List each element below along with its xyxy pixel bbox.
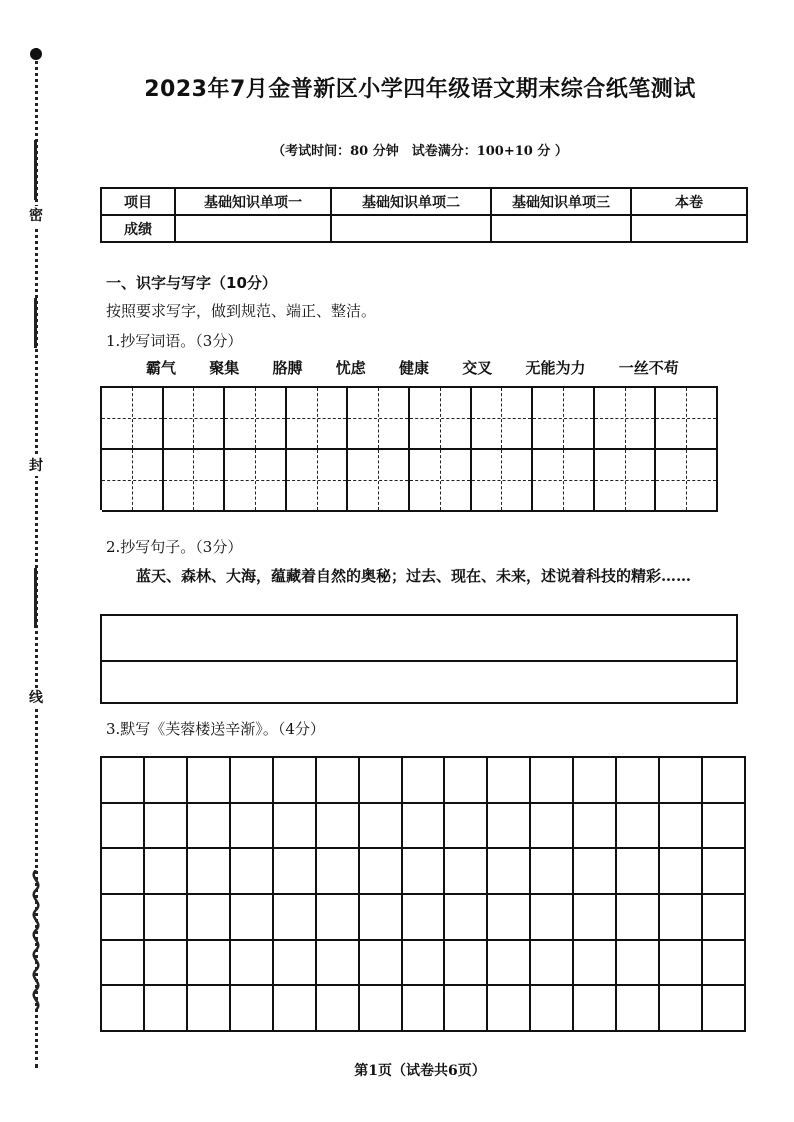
writing-square[interactable] [574,849,617,895]
writing-square[interactable] [145,758,188,804]
cell-guide-horizontal [348,418,408,419]
binding-wave-icon [28,870,44,1010]
writing-square[interactable] [445,849,488,895]
writing-square[interactable] [488,895,531,941]
writing-square[interactable] [660,895,703,941]
tianzige-cell[interactable] [225,450,287,512]
writing-square[interactable] [274,986,317,1032]
cell-guide-vertical [563,450,564,510]
score-entry-cell[interactable] [331,215,491,242]
cell-guide-horizontal [102,418,162,419]
word-item: 一丝不苟 [618,359,679,377]
writing-square[interactable] [617,758,660,804]
cell-guide-horizontal [164,418,224,419]
tianzige-cell[interactable] [287,450,349,512]
cell-guide-vertical [625,450,626,510]
binding-solid-segment [34,140,37,200]
writing-square[interactable] [145,941,188,987]
writing-square[interactable] [317,849,360,895]
writing-square[interactable] [574,804,617,850]
writing-square[interactable] [274,804,317,850]
cell-guide-vertical [440,450,441,510]
writing-square[interactable] [317,941,360,987]
tianzige-cell[interactable] [164,450,226,512]
writing-square[interactable] [703,986,746,1032]
writing-square[interactable] [660,758,703,804]
writing-square[interactable] [703,941,746,987]
binding-solid-segment [34,568,37,628]
tianzige-cell[interactable] [656,388,718,450]
binding-dot-icon [30,48,42,60]
writing-square[interactable] [617,849,660,895]
cell-guide-vertical [563,388,564,448]
score-table-score-row [101,215,747,242]
writing-square[interactable] [360,941,403,987]
tianzige-cell[interactable] [533,388,595,450]
score-table [100,187,748,243]
writing-square[interactable] [102,895,145,941]
writing-square[interactable] [403,895,446,941]
writing-square[interactable] [488,941,531,987]
cell-guide-horizontal [410,480,470,481]
writing-square[interactable] [403,804,446,850]
cell-guide-horizontal [472,418,532,419]
score-header-cell: 本卷 [631,188,747,215]
writing-square[interactable] [188,758,231,804]
writing-square[interactable] [102,758,145,804]
cell-guide-vertical [193,388,194,448]
writing-square[interactable] [317,804,360,850]
cell-guide-vertical [625,388,626,448]
copy-sentence: 蓝天、森林、大海，蕴藏着自然的奥秘；过去、现在、未来，述说着科技的精彩…… [136,567,692,585]
writing-square[interactable] [703,849,746,895]
cell-guide-vertical [501,388,502,448]
score-table-header-row [101,188,747,215]
writing-square[interactable] [231,941,274,987]
writing-square[interactable] [274,758,317,804]
binding-mark-xian: 线 [26,688,46,708]
question-2-label: 2.抄写句子。（3分） [106,538,243,556]
writing-square[interactable] [145,986,188,1032]
cell-guide-horizontal [595,418,655,419]
writing-square[interactable] [145,849,188,895]
tianzige-cell[interactable] [472,388,534,450]
exam-info: （考试时间：80 分钟 试卷满分：100+10 分 ） [272,144,568,159]
score-header-cell: 基础知识单项二 [331,188,491,215]
word-list [146,357,679,378]
tianzige-cell[interactable] [287,388,349,450]
cell-guide-horizontal [595,480,655,481]
writing-square[interactable] [445,895,488,941]
writing-square[interactable] [531,758,574,804]
writing-square[interactable] [188,895,231,941]
writing-square[interactable] [660,941,703,987]
word-item: 聚集 [209,359,240,377]
writing-square[interactable] [360,895,403,941]
writing-square[interactable] [231,758,274,804]
writing-square[interactable] [188,804,231,850]
tianzige-cell[interactable] [595,388,657,450]
writing-square[interactable] [145,895,188,941]
writing-square[interactable] [531,804,574,850]
cell-guide-horizontal [533,480,593,481]
writing-square[interactable] [488,758,531,804]
tianzige-cell[interactable] [472,450,534,512]
word-item: 健康 [399,359,430,377]
writing-square[interactable] [188,986,231,1032]
writing-square[interactable] [660,849,703,895]
score-header-cell: 基础知识单项一 [175,188,331,215]
cell-guide-horizontal [348,480,408,481]
binding-line [24,48,48,1068]
writing-square[interactable] [360,849,403,895]
cell-guide-vertical [317,388,318,448]
score-entry-cell[interactable] [175,215,331,242]
cell-guide-vertical [193,450,194,510]
tianzige-cell[interactable] [102,450,164,512]
writing-square[interactable] [317,986,360,1032]
poem-writing-grid [100,756,746,1032]
score-header-cell: 项目 [101,188,175,215]
cell-guide-horizontal [164,480,224,481]
question-3-label: 3.默写《芙蓉楼送辛渐》。（4分） [106,720,325,738]
writing-square[interactable] [660,986,703,1032]
binding-solid-segment [34,298,37,348]
writing-square[interactable] [403,849,446,895]
tianzige-cell[interactable] [533,450,595,512]
writing-square[interactable] [574,758,617,804]
writing-square[interactable] [617,986,660,1032]
cell-guide-horizontal [287,418,347,419]
writing-square[interactable] [102,986,145,1032]
writing-square[interactable] [403,758,446,804]
tianzige-writing-grid [100,386,718,510]
cell-guide-vertical [686,450,687,510]
word-item: 胳膊 [272,359,303,377]
cell-guide-vertical [378,450,379,510]
writing-square[interactable] [188,941,231,987]
writing-square[interactable] [317,895,360,941]
writing-square[interactable] [574,941,617,987]
section-instruction: 按照要求写字，做到规范、端正、整洁。 [106,302,377,320]
writing-square[interactable] [617,804,660,850]
word-item: 忧虑 [335,359,366,377]
writing-square[interactable] [703,804,746,850]
writing-square[interactable] [660,804,703,850]
cell-guide-horizontal [102,480,162,481]
writing-square[interactable] [574,986,617,1032]
writing-square[interactable] [231,849,274,895]
binding-mark-feng: 封 [26,456,46,476]
tianzige-cell[interactable] [348,388,410,450]
writing-square[interactable] [145,804,188,850]
writing-square[interactable] [531,849,574,895]
score-row-label: 成绩 [101,215,175,242]
tianzige-cell[interactable] [410,388,472,450]
binding-mark-mi: 密 [26,206,46,226]
writing-square[interactable] [531,941,574,987]
tianzige-cell[interactable] [225,388,287,450]
writing-square[interactable] [488,804,531,850]
sentence-writing-lines[interactable] [100,614,738,704]
cell-guide-horizontal [287,480,347,481]
cell-guide-vertical [501,450,502,510]
tianzige-cell[interactable] [102,388,164,450]
writing-square[interactable] [231,986,274,1032]
writing-square[interactable] [360,804,403,850]
writing-square[interactable] [188,849,231,895]
section-heading: 一、识字与写字（10分） [106,274,277,292]
cell-guide-vertical [255,450,256,510]
writing-square[interactable] [445,941,488,987]
tianzige-cell[interactable] [656,450,718,512]
question-1-label: 1.抄写词语。（3分） [106,332,243,350]
writing-square[interactable] [231,895,274,941]
cell-guide-vertical [132,388,133,448]
writing-square[interactable] [102,849,145,895]
writing-line-divider [102,660,736,662]
tianzige-cell[interactable] [164,388,226,450]
cell-guide-vertical [378,388,379,448]
writing-square[interactable] [403,941,446,987]
cell-guide-horizontal [225,418,285,419]
writing-square[interactable] [360,758,403,804]
writing-square[interactable] [617,941,660,987]
writing-square[interactable] [445,758,488,804]
writing-square[interactable] [531,986,574,1032]
score-entry-cell[interactable] [631,215,747,242]
cell-guide-vertical [317,450,318,510]
tianzige-cell[interactable] [410,450,472,512]
page-number: 第1页（试卷共6页） [354,1063,486,1079]
cell-guide-horizontal [656,418,716,419]
word-item: 无能为力 [525,359,586,377]
cell-guide-horizontal [472,480,532,481]
writing-square[interactable] [703,758,746,804]
word-item: 交叉 [462,359,493,377]
writing-square[interactable] [445,804,488,850]
writing-square[interactable] [317,758,360,804]
writing-square[interactable] [360,986,403,1032]
word-item: 霸气 [146,359,177,377]
tianzige-cell[interactable] [595,450,657,512]
writing-square[interactable] [102,804,145,850]
cell-guide-vertical [686,388,687,448]
writing-square[interactable] [102,941,145,987]
writing-square[interactable] [231,804,274,850]
writing-square[interactable] [574,895,617,941]
writing-square[interactable] [403,986,446,1032]
cell-guide-horizontal [533,418,593,419]
writing-square[interactable] [488,849,531,895]
writing-square[interactable] [617,895,660,941]
score-entry-cell[interactable] [491,215,631,242]
cell-guide-vertical [132,450,133,510]
cell-guide-horizontal [225,480,285,481]
writing-square[interactable] [274,941,317,987]
writing-square[interactable] [488,986,531,1032]
cell-guide-vertical [255,388,256,448]
tianzige-cell[interactable] [348,450,410,512]
cell-guide-horizontal [410,418,470,419]
writing-square[interactable] [703,895,746,941]
writing-square[interactable] [274,895,317,941]
page-title: 2023年7月金普新区小学四年级语文期末综合纸笔测试 [144,77,696,102]
cell-guide-horizontal [656,480,716,481]
writing-square[interactable] [445,986,488,1032]
writing-square[interactable] [531,895,574,941]
score-header-cell: 基础知识单项三 [491,188,631,215]
writing-square[interactable] [274,849,317,895]
cell-guide-vertical [440,388,441,448]
